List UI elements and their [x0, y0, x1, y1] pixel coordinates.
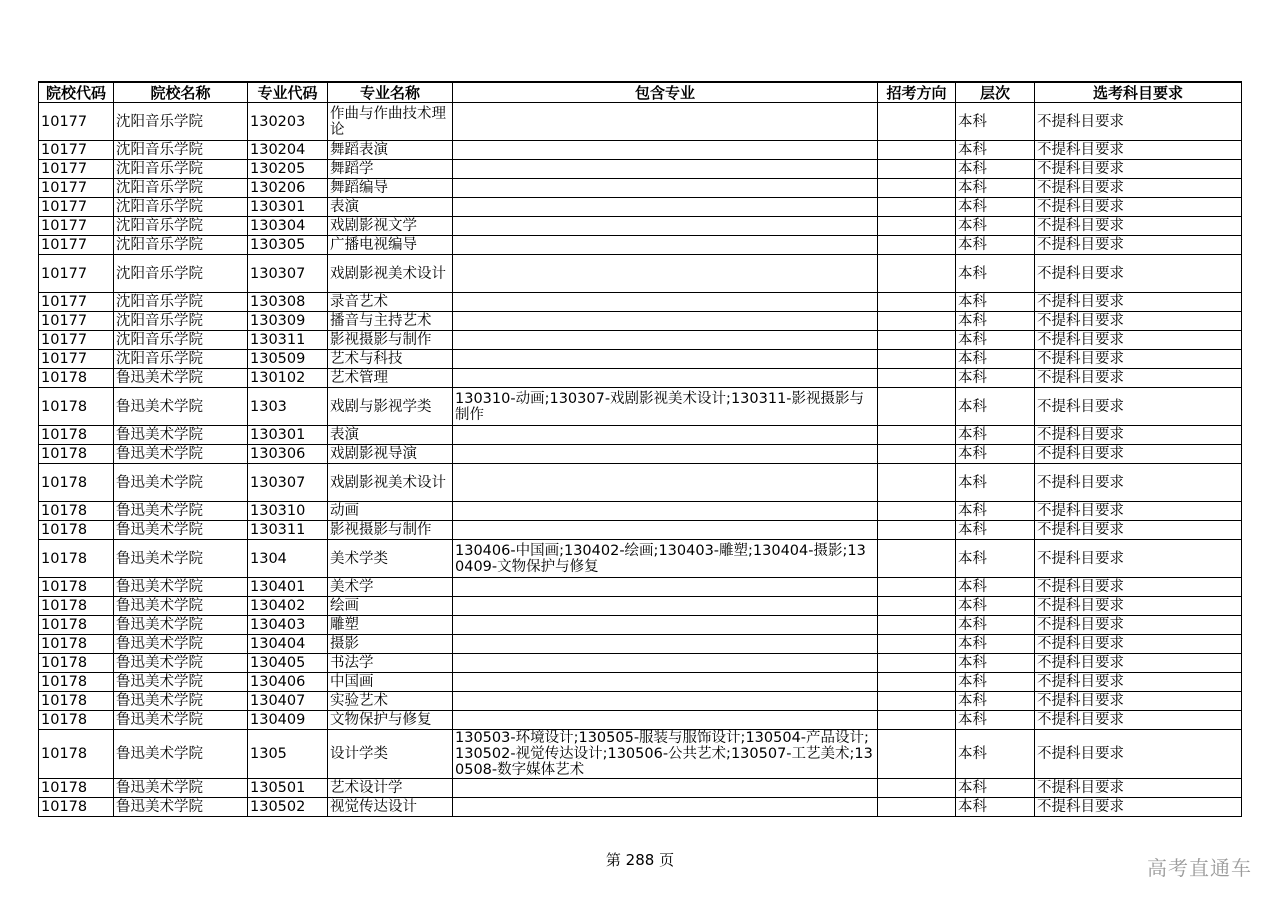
subject-requirement-cell: 不提科目要求	[1035, 426, 1242, 445]
major-code-cell: 130502	[248, 798, 328, 817]
majors-table	[38, 81, 1242, 817]
school-name-cell: 沈阳音乐学院	[114, 179, 248, 198]
major-code-cell: 130405	[248, 654, 328, 673]
school-name-cell: 鲁迅美术学院	[114, 445, 248, 464]
subject-requirement-cell: 不提科目要求	[1035, 236, 1242, 255]
subject-requirement-cell: 不提科目要求	[1035, 673, 1242, 692]
table-row	[39, 711, 1242, 730]
level-cell: 本科	[956, 464, 1035, 502]
table-row	[39, 179, 1242, 198]
col-header-major-code: 专业代码	[248, 82, 328, 103]
school-name-cell: 鲁迅美术学院	[114, 635, 248, 654]
school-name-cell: 鲁迅美术学院	[114, 426, 248, 445]
school-code-cell: 10178	[39, 692, 114, 711]
school-name-cell: 沈阳音乐学院	[114, 255, 248, 293]
direction-cell	[878, 103, 956, 141]
school-code-cell: 10178	[39, 426, 114, 445]
school-code-cell: 10178	[39, 445, 114, 464]
direction-cell	[878, 312, 956, 331]
table-row	[39, 103, 1242, 141]
table-row	[39, 521, 1242, 540]
direction-cell	[878, 635, 956, 654]
direction-cell	[878, 236, 956, 255]
subject-requirement-cell: 不提科目要求	[1035, 779, 1242, 798]
watermark-text: 高考直通车	[1147, 856, 1252, 880]
level-cell: 本科	[956, 293, 1035, 312]
direction-cell	[878, 331, 956, 350]
included-majors-cell	[453, 331, 878, 350]
included-majors-cell	[453, 426, 878, 445]
subject-requirement-cell: 不提科目要求	[1035, 293, 1242, 312]
school-name-cell: 鲁迅美术学院	[114, 388, 248, 426]
level-cell: 本科	[956, 426, 1035, 445]
major-name-cell: 舞蹈编导	[328, 179, 453, 198]
school-name-cell: 沈阳音乐学院	[114, 103, 248, 141]
direction-cell	[878, 445, 956, 464]
table-row	[39, 388, 1242, 426]
major-name-cell: 中国画	[328, 673, 453, 692]
included-majors-cell	[453, 798, 878, 817]
school-name-cell: 鲁迅美术学院	[114, 654, 248, 673]
level-cell: 本科	[956, 597, 1035, 616]
direction-cell	[878, 521, 956, 540]
level-cell: 本科	[956, 578, 1035, 597]
direction-cell	[878, 350, 956, 369]
included-majors-cell	[453, 217, 878, 236]
level-cell: 本科	[956, 798, 1035, 817]
header-row	[39, 82, 1242, 103]
school-name-cell: 沈阳音乐学院	[114, 350, 248, 369]
subject-requirement-cell: 不提科目要求	[1035, 255, 1242, 293]
included-majors-cell	[453, 179, 878, 198]
major-name-cell: 艺术管理	[328, 369, 453, 388]
direction-cell	[878, 255, 956, 293]
page-number: 第 288 页	[605, 851, 675, 869]
major-name-cell: 实验艺术	[328, 692, 453, 711]
level-cell: 本科	[956, 141, 1035, 160]
table-row	[39, 426, 1242, 445]
major-name-cell: 影视摄影与制作	[328, 331, 453, 350]
major-name-cell: 动画	[328, 502, 453, 521]
major-name-cell: 文物保护与修复	[328, 711, 453, 730]
col-header-school-name: 院校名称	[114, 82, 248, 103]
major-code-cell: 130311	[248, 331, 328, 350]
school-name-cell: 鲁迅美术学院	[114, 578, 248, 597]
major-name-cell: 舞蹈表演	[328, 141, 453, 160]
subject-requirement-cell: 不提科目要求	[1035, 635, 1242, 654]
table-row	[39, 350, 1242, 369]
level-cell: 本科	[956, 350, 1035, 369]
included-majors-cell: 130406-中国画;130402-绘画;130403-雕塑;130404-摄影;130409-文物保护与修复	[453, 540, 878, 578]
school-name-cell: 鲁迅美术学院	[114, 730, 248, 779]
direction-cell	[878, 730, 956, 779]
major-name-cell: 戏剧影视美术设计	[328, 464, 453, 502]
school-code-cell: 10178	[39, 654, 114, 673]
school-code-cell: 10177	[39, 331, 114, 350]
table-row	[39, 597, 1242, 616]
subject-requirement-cell: 不提科目要求	[1035, 312, 1242, 331]
major-code-cell: 130307	[248, 255, 328, 293]
school-code-cell: 10177	[39, 217, 114, 236]
major-code-cell: 130307	[248, 464, 328, 502]
included-majors-cell: 130503-环境设计;130505-服装与服饰设计;130504-产品设计;130502-视觉传达设计;130506-公共艺术;130507-工艺美术;130508-数字媒体艺术	[453, 730, 878, 779]
major-code-cell: 130509	[248, 350, 328, 369]
table-row	[39, 654, 1242, 673]
subject-requirement-cell: 不提科目要求	[1035, 502, 1242, 521]
major-code-cell: 130402	[248, 597, 328, 616]
subject-requirement-cell: 不提科目要求	[1035, 597, 1242, 616]
school-code-cell: 10177	[39, 198, 114, 217]
included-majors-cell	[453, 198, 878, 217]
school-name-cell: 鲁迅美术学院	[114, 779, 248, 798]
major-name-cell: 摄影	[328, 635, 453, 654]
school-code-cell: 10178	[39, 521, 114, 540]
included-majors-cell	[453, 236, 878, 255]
level-cell: 本科	[956, 673, 1035, 692]
school-code-cell: 10177	[39, 293, 114, 312]
school-name-cell: 鲁迅美术学院	[114, 673, 248, 692]
table-row	[39, 331, 1242, 350]
major-code-cell: 130404	[248, 635, 328, 654]
table-row	[39, 730, 1242, 779]
major-code-cell: 130304	[248, 217, 328, 236]
school-code-cell: 10178	[39, 540, 114, 578]
subject-requirement-cell: 不提科目要求	[1035, 616, 1242, 635]
school-code-cell: 10178	[39, 578, 114, 597]
subject-requirement-cell: 不提科目要求	[1035, 369, 1242, 388]
level-cell: 本科	[956, 388, 1035, 426]
major-code-cell: 130406	[248, 673, 328, 692]
school-name-cell: 鲁迅美术学院	[114, 692, 248, 711]
major-name-cell: 广播电视编导	[328, 236, 453, 255]
school-name-cell: 沈阳音乐学院	[114, 217, 248, 236]
level-cell: 本科	[956, 160, 1035, 179]
table-row	[39, 198, 1242, 217]
major-name-cell: 绘画	[328, 597, 453, 616]
subject-requirement-cell: 不提科目要求	[1035, 711, 1242, 730]
table-row	[39, 236, 1242, 255]
major-code-cell: 130308	[248, 293, 328, 312]
included-majors-cell	[453, 350, 878, 369]
included-majors-cell	[453, 160, 878, 179]
subject-requirement-cell: 不提科目要求	[1035, 578, 1242, 597]
school-name-cell: 沈阳音乐学院	[114, 160, 248, 179]
direction-cell	[878, 369, 956, 388]
direction-cell	[878, 464, 956, 502]
direction-cell	[878, 388, 956, 426]
direction-cell	[878, 798, 956, 817]
level-cell: 本科	[956, 779, 1035, 798]
major-code-cell: 1303	[248, 388, 328, 426]
school-code-cell: 10177	[39, 160, 114, 179]
school-name-cell: 沈阳音乐学院	[114, 198, 248, 217]
major-code-cell: 130403	[248, 616, 328, 635]
major-code-cell: 130501	[248, 779, 328, 798]
school-code-cell: 10178	[39, 369, 114, 388]
level-cell: 本科	[956, 217, 1035, 236]
table-row	[39, 635, 1242, 654]
major-code-cell: 1304	[248, 540, 328, 578]
table-row	[39, 160, 1242, 179]
level-cell: 本科	[956, 312, 1035, 331]
table-row	[39, 293, 1242, 312]
table-row	[39, 798, 1242, 817]
school-code-cell: 10177	[39, 179, 114, 198]
major-code-cell: 130306	[248, 445, 328, 464]
direction-cell	[878, 217, 956, 236]
major-name-cell: 艺术设计学	[328, 779, 453, 798]
major-name-cell: 作曲与作曲技术理论	[328, 103, 453, 141]
school-name-cell: 鲁迅美术学院	[114, 369, 248, 388]
level-cell: 本科	[956, 654, 1035, 673]
school-code-cell: 10177	[39, 236, 114, 255]
included-majors-cell	[453, 692, 878, 711]
subject-requirement-cell: 不提科目要求	[1035, 540, 1242, 578]
major-name-cell: 表演	[328, 426, 453, 445]
major-name-cell: 表演	[328, 198, 453, 217]
subject-requirement-cell: 不提科目要求	[1035, 521, 1242, 540]
major-name-cell: 视觉传达设计	[328, 798, 453, 817]
school-name-cell: 鲁迅美术学院	[114, 711, 248, 730]
level-cell: 本科	[956, 692, 1035, 711]
school-name-cell: 鲁迅美术学院	[114, 798, 248, 817]
major-name-cell: 戏剧影视美术设计	[328, 255, 453, 293]
direction-cell	[878, 654, 956, 673]
table-row	[39, 141, 1242, 160]
school-name-cell: 沈阳音乐学院	[114, 141, 248, 160]
col-header-major-name: 专业名称	[328, 82, 453, 103]
direction-cell	[878, 179, 956, 198]
school-name-cell: 鲁迅美术学院	[114, 464, 248, 502]
included-majors-cell	[453, 635, 878, 654]
major-name-cell: 戏剧影视导演	[328, 445, 453, 464]
included-majors-cell	[453, 779, 878, 798]
col-header-direction: 招考方向	[878, 82, 956, 103]
school-code-cell: 10177	[39, 103, 114, 141]
direction-cell	[878, 711, 956, 730]
table-row	[39, 312, 1242, 331]
subject-requirement-cell: 不提科目要求	[1035, 464, 1242, 502]
subject-requirement-cell: 不提科目要求	[1035, 692, 1242, 711]
level-cell: 本科	[956, 445, 1035, 464]
included-majors-cell	[453, 673, 878, 692]
school-name-cell: 沈阳音乐学院	[114, 331, 248, 350]
included-majors-cell	[453, 312, 878, 331]
included-majors-cell	[453, 445, 878, 464]
major-name-cell: 播音与主持艺术	[328, 312, 453, 331]
table-row	[39, 578, 1242, 597]
school-name-cell: 鲁迅美术学院	[114, 616, 248, 635]
direction-cell	[878, 426, 956, 445]
major-name-cell: 雕塑	[328, 616, 453, 635]
included-majors-cell	[453, 255, 878, 293]
direction-cell	[878, 198, 956, 217]
included-majors-cell	[453, 103, 878, 141]
level-cell: 本科	[956, 635, 1035, 654]
school-code-cell: 10178	[39, 502, 114, 521]
col-header-level: 层次	[956, 82, 1035, 103]
direction-cell	[878, 141, 956, 160]
major-code-cell: 130205	[248, 160, 328, 179]
major-code-cell: 130409	[248, 711, 328, 730]
included-majors-cell	[453, 521, 878, 540]
major-code-cell: 130309	[248, 312, 328, 331]
major-code-cell: 130206	[248, 179, 328, 198]
subject-requirement-cell: 不提科目要求	[1035, 179, 1242, 198]
included-majors-cell	[453, 597, 878, 616]
included-majors-cell	[453, 464, 878, 502]
level-cell: 本科	[956, 103, 1035, 141]
table-row	[39, 445, 1242, 464]
level-cell: 本科	[956, 502, 1035, 521]
subject-requirement-cell: 不提科目要求	[1035, 654, 1242, 673]
direction-cell	[878, 502, 956, 521]
major-name-cell: 设计学类	[328, 730, 453, 779]
major-code-cell: 130301	[248, 426, 328, 445]
major-name-cell: 艺术与科技	[328, 350, 453, 369]
table-row	[39, 369, 1242, 388]
level-cell: 本科	[956, 236, 1035, 255]
school-code-cell: 10178	[39, 730, 114, 779]
school-name-cell: 鲁迅美术学院	[114, 597, 248, 616]
level-cell: 本科	[956, 198, 1035, 217]
school-code-cell: 10177	[39, 312, 114, 331]
level-cell: 本科	[956, 616, 1035, 635]
school-name-cell: 沈阳音乐学院	[114, 312, 248, 331]
major-code-cell: 130311	[248, 521, 328, 540]
included-majors-cell	[453, 654, 878, 673]
subject-requirement-cell: 不提科目要求	[1035, 103, 1242, 141]
level-cell: 本科	[956, 331, 1035, 350]
subject-requirement-cell: 不提科目要求	[1035, 798, 1242, 817]
major-name-cell: 戏剧与影视学类	[328, 388, 453, 426]
subject-requirement-cell: 不提科目要求	[1035, 331, 1242, 350]
subject-requirement-cell: 不提科目要求	[1035, 198, 1242, 217]
col-header-school-code: 院校代码	[39, 82, 114, 103]
school-code-cell: 10177	[39, 255, 114, 293]
level-cell: 本科	[956, 255, 1035, 293]
school-name-cell: 鲁迅美术学院	[114, 540, 248, 578]
major-name-cell: 影视摄影与制作	[328, 521, 453, 540]
included-majors-cell	[453, 369, 878, 388]
table-body	[39, 103, 1242, 817]
subject-requirement-cell: 不提科目要求	[1035, 350, 1242, 369]
subject-requirement-cell: 不提科目要求	[1035, 388, 1242, 426]
table-row	[39, 616, 1242, 635]
school-name-cell: 沈阳音乐学院	[114, 293, 248, 312]
school-name-cell: 鲁迅美术学院	[114, 502, 248, 521]
major-name-cell: 美术学	[328, 578, 453, 597]
direction-cell	[878, 597, 956, 616]
school-code-cell: 10178	[39, 779, 114, 798]
included-majors-cell	[453, 293, 878, 312]
major-code-cell: 130203	[248, 103, 328, 141]
major-name-cell: 书法学	[328, 654, 453, 673]
subject-requirement-cell: 不提科目要求	[1035, 445, 1242, 464]
school-code-cell: 10177	[39, 141, 114, 160]
school-code-cell: 10178	[39, 798, 114, 817]
direction-cell	[878, 616, 956, 635]
subject-requirement-cell: 不提科目要求	[1035, 730, 1242, 779]
included-majors-cell	[453, 502, 878, 521]
school-name-cell: 沈阳音乐学院	[114, 236, 248, 255]
direction-cell	[878, 578, 956, 597]
major-name-cell: 舞蹈学	[328, 160, 453, 179]
direction-cell	[878, 673, 956, 692]
school-code-cell: 10178	[39, 616, 114, 635]
major-name-cell: 美术学类	[328, 540, 453, 578]
school-code-cell: 10178	[39, 711, 114, 730]
subject-requirement-cell: 不提科目要求	[1035, 141, 1242, 160]
school-code-cell: 10178	[39, 673, 114, 692]
direction-cell	[878, 692, 956, 711]
direction-cell	[878, 160, 956, 179]
school-code-cell: 10178	[39, 597, 114, 616]
major-code-cell: 130102	[248, 369, 328, 388]
included-majors-cell	[453, 141, 878, 160]
major-code-cell: 130310	[248, 502, 328, 521]
table-row	[39, 255, 1242, 293]
table-row	[39, 217, 1242, 236]
table-row	[39, 673, 1242, 692]
table-row	[39, 779, 1242, 798]
level-cell: 本科	[956, 179, 1035, 198]
major-code-cell: 1305	[248, 730, 328, 779]
school-code-cell: 10178	[39, 388, 114, 426]
school-code-cell: 10178	[39, 635, 114, 654]
major-code-cell: 130407	[248, 692, 328, 711]
major-code-cell: 130301	[248, 198, 328, 217]
included-majors-cell	[453, 578, 878, 597]
included-majors-cell	[453, 616, 878, 635]
subject-requirement-cell: 不提科目要求	[1035, 217, 1242, 236]
col-header-subject-requirement: 选考科目要求	[1035, 82, 1242, 103]
direction-cell	[878, 540, 956, 578]
included-majors-cell	[453, 711, 878, 730]
major-code-cell: 130204	[248, 141, 328, 160]
level-cell: 本科	[956, 521, 1035, 540]
table-row	[39, 464, 1242, 502]
direction-cell	[878, 293, 956, 312]
major-code-cell: 130305	[248, 236, 328, 255]
school-code-cell: 10178	[39, 464, 114, 502]
school-code-cell: 10177	[39, 350, 114, 369]
level-cell: 本科	[956, 711, 1035, 730]
school-name-cell: 鲁迅美术学院	[114, 521, 248, 540]
table-row	[39, 502, 1242, 521]
included-majors-cell: 130310-动画;130307-戏剧影视美术设计;130311-影视摄影与制作	[453, 388, 878, 426]
col-header-included-majors: 包含专业	[453, 82, 878, 103]
major-name-cell: 录音艺术	[328, 293, 453, 312]
major-code-cell: 130401	[248, 578, 328, 597]
table-row	[39, 692, 1242, 711]
major-name-cell: 戏剧影视文学	[328, 217, 453, 236]
level-cell: 本科	[956, 730, 1035, 779]
level-cell: 本科	[956, 540, 1035, 578]
direction-cell	[878, 779, 956, 798]
level-cell: 本科	[956, 369, 1035, 388]
subject-requirement-cell: 不提科目要求	[1035, 160, 1242, 179]
table-row	[39, 540, 1242, 578]
